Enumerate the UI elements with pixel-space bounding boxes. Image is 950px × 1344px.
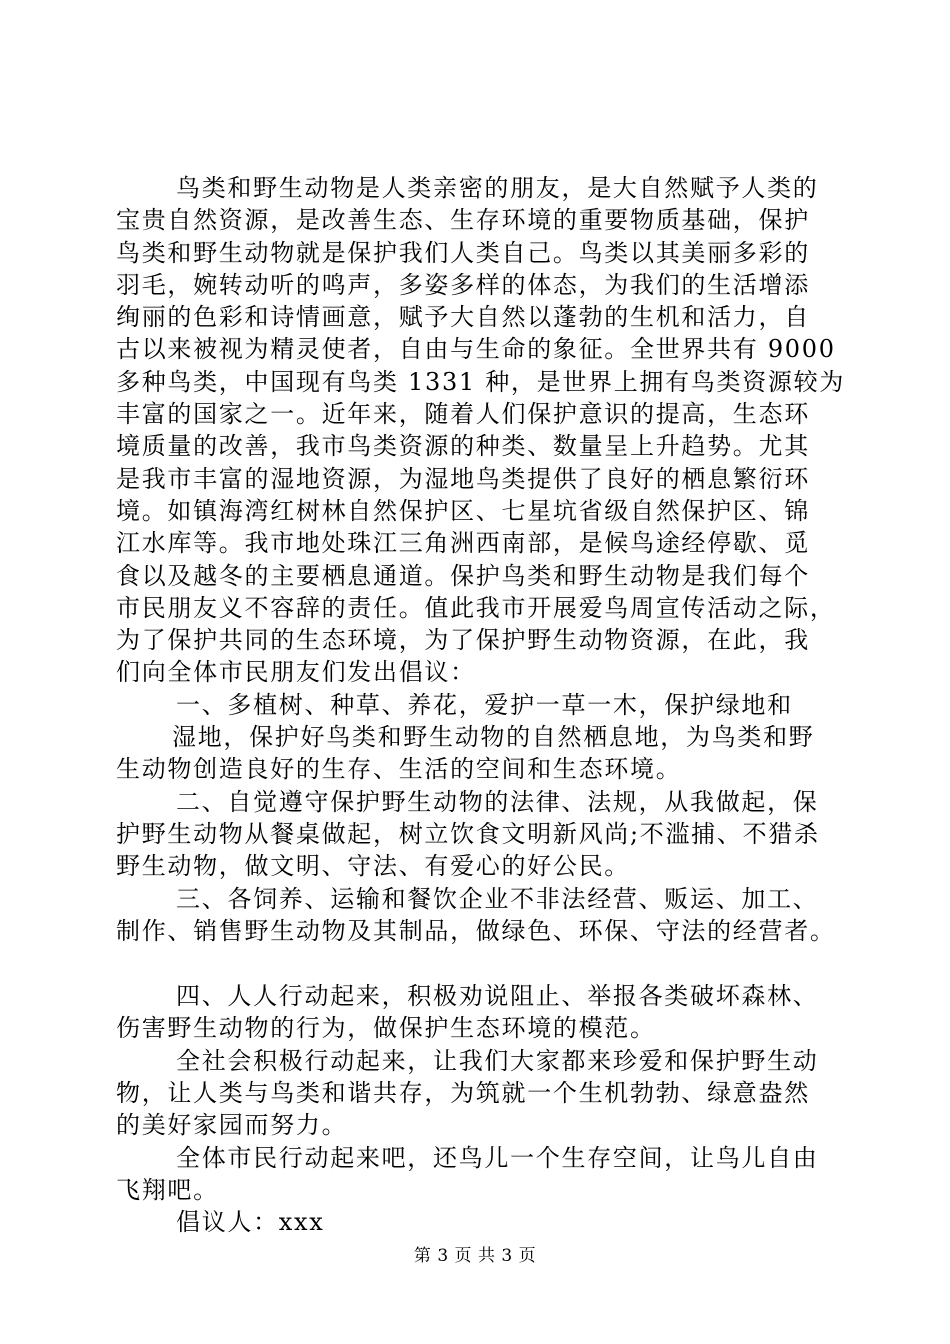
call-to-action-line: 全体市民行动起来吧，还鸟儿一个生存空间，让鸟儿自由 — [176, 1143, 819, 1172]
paragraph-intro-line: 境质量的改善，我市鸟类资源的种类、数量呈上升趋势。尤其 — [116, 432, 810, 461]
paragraph-intro-line: 多种鸟类，中国现有鸟类 1331 种，是世界上拥有鸟类资源较为 — [116, 367, 846, 396]
closing-paragraph-line: 的美好家园而努力。 — [116, 1111, 348, 1140]
proposal-four-line: 四、人人行动起来，积极劝说阻止、举报各类破坏森林、 — [176, 982, 819, 1011]
paragraph-intro-line: 古以来被视为精灵使者，自由与生命的象征。全世界共有 9000 — [116, 335, 836, 364]
paragraph-intro-line: 绚丽的色彩和诗情画意，赋予大自然以蓬勃的生机和活力，自 — [116, 303, 810, 332]
paragraph-intro-line: 丰富的国家之一。近年来，随着人们保护意识的提高，生态环 — [116, 400, 810, 429]
proposal-two-line: 二、自觉遵守保护野生动物的法律、法规，从我做起，保 — [176, 787, 819, 816]
paragraph-intro-line: 食以及越冬的主要栖息通道。保护鸟类和野生动物是我们每个 — [116, 561, 810, 590]
paragraph-intro-line: 宝贵自然资源，是改善生态、生存环境的重要物质基础，保护 — [116, 206, 810, 235]
closing-paragraph-line: 物，让人类与鸟类和谐共存，为筑就一个生机勃勃、绿意盎然 — [116, 1079, 810, 1108]
page-number-footer: 第 3 页 共 3 页 — [413, 1246, 537, 1266]
proposal-two-line: 野生动物，做文明、守法、有爱心的好公民。 — [116, 852, 630, 881]
closing-paragraph-line: 全社会积极行动起来，让我们大家都来珍爱和保护野生动 — [176, 1046, 819, 1075]
paragraph-intro-line: 鸟类和野生动物是人类亲密的朋友，是大自然赋予人类的 — [176, 174, 819, 202]
proposal-one-line: 一、多植树、种草、养花，爱护一草一木，保护绿地和 — [176, 690, 793, 719]
paragraph-intro-line: 江水库等。我市地处珠江三角洲西南部，是候鸟途经停歇、觅 — [116, 529, 810, 558]
paragraph-intro-line: 们向全体市民朋友们发出倡议： — [116, 658, 476, 687]
proposal-two-line: 护野生动物从餐桌做起，树立饮食文明新风尚;不滥捕、不猎杀 — [116, 819, 820, 848]
document-body — [116, 172, 846, 1239]
proposal-four-line: 伤害野生动物的行为，做保护生态环境的模范。 — [116, 1014, 656, 1043]
paragraph-intro-line: 羽毛，婉转动听的鸣声，多姿多样的体态，为我们的生活增添 — [116, 270, 810, 299]
paragraph-intro-line: 境。如镇海湾红树林自然保护区、七星坑省级自然保护区、锦 — [116, 496, 810, 525]
paragraph-gap — [116, 947, 836, 980]
paragraph-intro-line: 为了保护共同的生态环境，为了保护野生动物资源，在此，我 — [116, 626, 810, 655]
paragraph-intro-line: 鸟类和野生动物就是保护我们人类自己。鸟类以其美丽多彩的 — [116, 238, 810, 267]
proposal-one-line: 生动物创造良好的生存、生活的空间和生态环境。 — [116, 755, 682, 784]
proposal-three-line: 制作、销售野生动物及其制品，做绿色、环保、守法的经营者。 — [116, 916, 836, 945]
paragraph-intro-line: 市民朋友义不容辞的责任。值此我市开展爱鸟周宣传活动之际， — [116, 593, 836, 622]
proposal-one-line: 湿地，保护好鸟类和野生动物的自然栖息地，为鸟类和野 — [172, 723, 815, 752]
signature-line: 倡议人：xxx — [176, 1208, 325, 1237]
paragraph-intro-line: 是我市丰富的湿地资源，为湿地鸟类提供了良好的栖息繁衍环 — [116, 464, 810, 493]
proposal-three-line: 三、各饲养、运输和餐饮企业不非法经营、贩运、加工、 — [176, 884, 819, 913]
call-to-action-line: 飞翔吧。 — [116, 1175, 219, 1204]
